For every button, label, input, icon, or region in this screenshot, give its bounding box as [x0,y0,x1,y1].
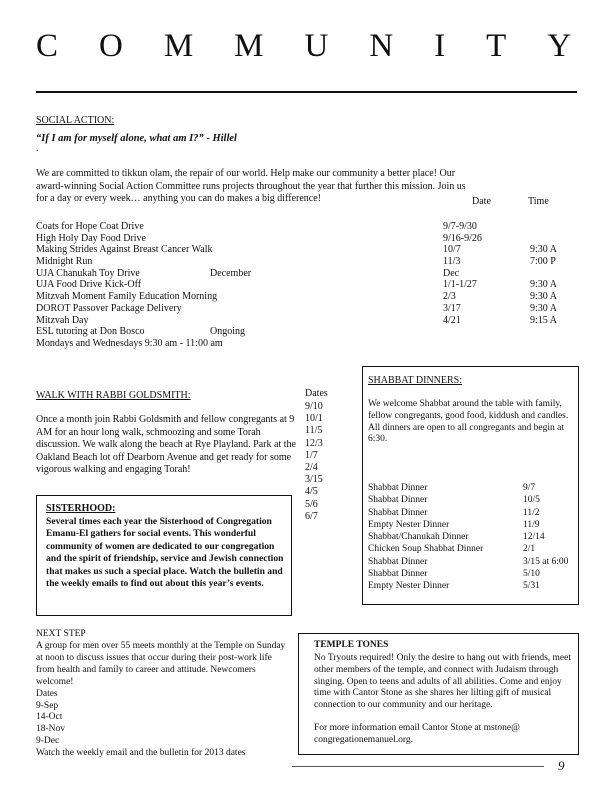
walk-date: 4/5 [305,486,318,498]
event-name: Coats for Hope Coat Drive [36,221,144,232]
event-date: 9/7-9/30 [443,221,477,232]
dinner-name: Empty Nester Dinner [368,519,450,530]
walk-heading: WALK WITH RABBI GOLDSMITH: [36,390,191,401]
event-row [36,233,576,245]
next-step-dates-title: Dates [36,688,58,699]
event-name: Making Strides Against Breast Cancer Walk [36,244,213,256]
dinner-row [368,519,578,531]
walk-date: 6/7 [305,510,318,522]
event-date: 10/7 [443,244,461,256]
time-column-header: Time [528,196,549,207]
event-row [36,244,576,256]
page-title: COMMUNITY [36,28,612,64]
walk-date: 3/15 [305,474,323,486]
sisterhood-heading: SISTERHOOD: [46,503,116,514]
shabbat-dinner-list [368,482,578,593]
dinner-date: 9/7 [523,483,536,493]
event-date: 3/17 [443,302,461,314]
walk-dates-title: Dates [305,388,328,399]
next-step-content [36,641,291,760]
shabbat-dinners-intro [368,399,575,446]
page-number: 9 [558,758,565,773]
temple-tones-description: No Tryouts required! Only the desire to hang out with friends, meet other members of the temple, and connect with Judaism through singing. Open to teens and adults of all abilities. Come and enjoy time with Cantor Stone as she shares her lilting gift of musical connection to our community and our heritage. [314,653,571,711]
event-time: 9:15 A [530,314,557,326]
event-name: UJA Chanukah Toy Drive [36,267,140,279]
dinner-date: 11/9 [523,519,540,530]
event-row [36,256,576,268]
title-divider [36,91,577,93]
next-step-date: 18-Nov [36,724,66,735]
hillel-quote: “If I am for myself alone, what am I?” - Hillel [36,133,237,144]
next-step-date: 9-Sep [36,700,59,711]
dinner-row [368,568,578,580]
dinner-row [368,531,578,543]
dinner-row [368,507,578,519]
walk-date: 9/10 [305,401,323,412]
dinner-name: Shabbat Dinner [368,507,428,518]
event-name: Mitzvah Day [36,314,89,326]
event-row [36,338,576,350]
walk-date: 10/1 [305,413,323,425]
event-date: 9/16-9/26 [443,232,482,244]
event-note: December [210,267,252,279]
dinner-date: 5/31 [523,581,540,592]
dinner-name: Shabbat Dinner [368,569,428,580]
event-name: Mondays and Wednesdays 9:30 am - 11:00 am [36,337,223,349]
event-row [36,315,576,327]
event-name: ESL tutoring at Don Bosco [36,326,145,338]
event-row [36,326,576,338]
dinner-date: 12/14 [523,532,545,543]
event-date: Dec [443,267,460,279]
event-time: 9:30 A [530,302,557,314]
event-date: 2/3 [443,291,456,303]
event-row [36,291,576,303]
event-name: UJA Food Drive Kick-Off [36,279,142,291]
dinner-row [368,482,578,494]
dinner-name: Shabbat Dinner [368,483,428,493]
event-time: 9:30 A [530,291,557,303]
dinner-date: 5/10 [523,569,540,580]
event-date: 1/1-1/27 [443,279,477,291]
shabbat-intro-text-2: All dinners are open to all congregants and begin at 6:30. [368,422,565,445]
dinner-row [368,580,578,592]
dinner-date: 3/15 at 6:00 [523,556,569,567]
dinner-name: Shabbat Dinner [368,556,428,567]
dinner-name: Shabbat/Chanukah Dinner [368,532,469,543]
event-name: High Holy Day Food Drive [36,232,146,244]
sisterhood-description: Several times each year the Sisterhood of Congregation Emanu-El gathers for social events. This wonderful community of women are dedicated to our congregation and the spirit of friendship, service and Jewish connection that makes us such a special place. Watch the bulletin and the weekly emails to find out about this year’s events. [46,516,284,590]
event-date: 4/21 [443,314,461,326]
dinner-date: 2/1 [523,544,536,555]
event-name: Mitzvah Moment Family Education Morning [36,291,218,303]
event-time: 9:30 A [530,244,557,256]
event-note: Ongoing [210,326,245,338]
event-row [36,279,576,291]
next-step-date: 14-Oct [36,712,63,723]
event-row [36,268,576,280]
dinner-date: 10/5 [523,495,540,506]
walk-dates-list [305,401,323,523]
walk-date: 5/6 [305,498,318,510]
next-step-heading: NEXT STEP [36,629,86,639]
dinner-row [368,494,578,506]
walk-description: Once a month join Rabbi Goldsmith and fellow congregants at 9 AM for an hour long walk, schmoozing and some Torah discussion. We walk along the beach at Rye Playland. Park at the Oakland Beach lot off Dearborn Avenue and get ready for some vigorous walking and engaging Torah! [36,414,296,475]
walk-date: 2/4 [305,462,318,474]
shabbat-dinners-heading: SHABBAT DINNERS: [368,375,462,386]
walk-date: 12/3 [305,437,323,449]
shabbat-intro-text: We welcome Shabbat around the table with family, fellow congregants, good food, kiddush and candles. [368,399,569,421]
temple-tones-contact: For more information email Cantor Stone at mstone@ congregationemanuel.org. [314,723,520,745]
footer-divider [292,766,544,767]
event-row [36,221,576,233]
temple-tones-heading: TEMPLE TONES [314,640,389,650]
event-time: 7:00 P [530,256,556,268]
dinner-date: 11/2 [523,507,540,518]
dinner-row [368,556,578,568]
dinner-name: Shabbat Dinner [368,495,428,506]
event-time: 9:30 A [530,279,557,291]
event-name: Midnight Run [36,256,93,268]
walk-date: 11/5 [305,425,323,437]
social-action-intro: We are committed to tikkun olam, the repair of our world. Help make our community a better place! Our award-winning Social Action Committee runs projects throughout the year that further this mission. Join us for a day or every week… anything you can do makes a big difference! [36,168,466,204]
next-step-footer: Watch the weekly email and the bulletin for 2013 dates [36,748,246,759]
social-action-heading: SOCIAL ACTION: [36,115,115,126]
dinner-name: Empty Nester Dinner [368,581,450,592]
event-row [36,303,576,315]
dinner-name: Chicken Soup Shabbat Dinner [368,544,484,555]
next-step-date: 9-Dec [36,736,60,747]
social-action-event-list [36,221,576,350]
date-column-header: Date [472,196,491,207]
walk-date: 1/7 [305,449,318,461]
quote-dot: . [36,143,39,154]
dinner-row [368,543,578,555]
event-date: 11/3 [443,256,461,268]
next-step-description: A group for men over 55 meets monthly at the Temple on Sunday at noon to discuss issues that occur during their post-work life from health and family to career and attitude. Newcomers welcome! [36,641,286,687]
event-name: DOROT Passover Package Delivery [36,302,182,314]
